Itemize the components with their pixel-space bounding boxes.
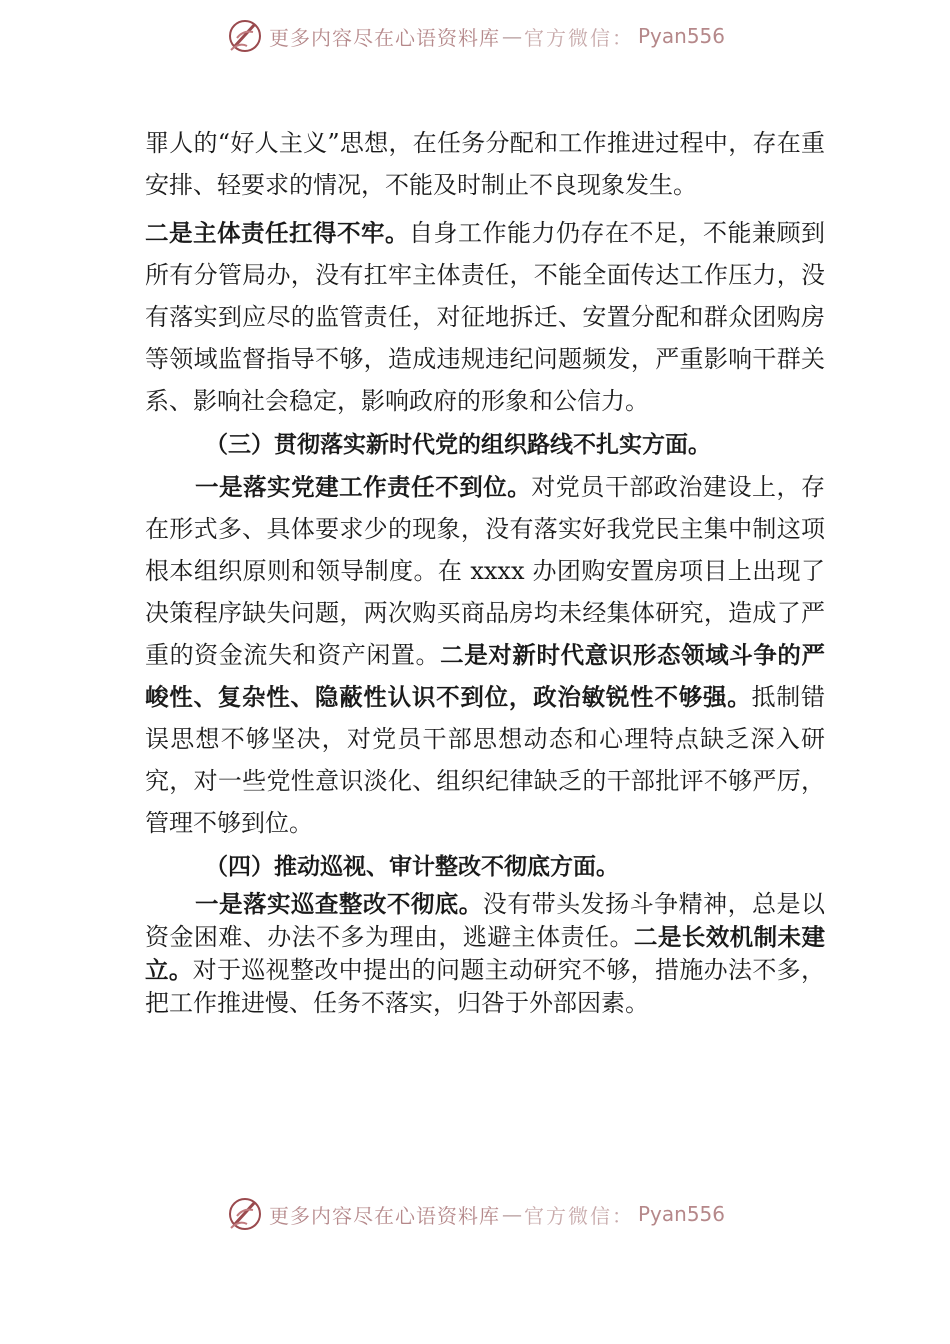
heading-section-4: （四）推动巡视、审计整改不彻底方面。 [205, 854, 619, 880]
watermark-separator: — [501, 24, 522, 48]
paragraph-4 [145, 888, 825, 1020]
pen-logo-icon [225, 1194, 265, 1234]
paragraph-3-lead: 一是落实党建工作责任不到位。 [195, 473, 532, 501]
watermark-official: 官方微信： [523, 25, 634, 50]
paragraph-4-text: 没有带头发扬斗争精神，总是以资金困难、办法不多为理由，逃避主体责任。 [145, 890, 826, 951]
paragraph-3 [145, 466, 825, 844]
paragraph-3-lead-2: 二是对新时代意识形态领域斗争的严峻性、复杂性、隐蔽性认识不到位，政治敏锐性不够强。 [145, 641, 826, 711]
watermark-account: Pyan556 [637, 24, 725, 48]
heading-section-3: （三）贯彻落实新时代党的组织路线不扎实方面。 [205, 432, 711, 458]
paragraph-3-text: 对党员干部政治建设上，存在形式多、具体要求少的现象，没有落实好我党民主集中制这项根本组织原则和领导制度。在 xxxx 办团购安置房项目上出现了决策程序缺失问题，两次购买商品房均未经集体研究，造成了严重的资金流失和资产闲置。 [145, 473, 826, 669]
document-body [145, 122, 825, 1020]
paragraph-4-lead: 一是落实巡查整改不彻底。 [195, 890, 483, 918]
paragraph-1 [145, 122, 825, 206]
paragraph-3-text-2: 抵制错误思想不够坚决，对党员干部思想动态和心理特点缺乏深入研究，对一些党性意识淡化、组织纪律缺乏的干部批评不够严厉，管理不够到位。 [145, 683, 826, 837]
watermark-text: 更多内容尽在心语资料库 [268, 25, 500, 50]
watermark-header [0, 14, 950, 58]
watermark-official: 官方微信： [523, 1203, 634, 1228]
paragraph-2-text: 自身工作能力仍存在不足，不能兼顾到所有分管局办，没有扛牢主体责任，不能全面传达工作压力，没有落实到应尽的监管责任，对征地拆迁、安置分配和群众团购房等领域监督指导不够，造成违规违纪问题频发，严重影响干群关系、影响社会稳定，影响政府的形象和公信力。 [145, 219, 825, 415]
paragraph-2 [145, 212, 825, 422]
paragraph-4-lead-2: 二是长效机制未建立。 [145, 923, 826, 984]
watermark-separator: — [501, 1202, 522, 1226]
pen-logo-icon [225, 16, 265, 56]
watermark-account: Pyan556 [637, 1202, 725, 1226]
paragraph-2-lead: 二是主体责任扛得不牢。 [145, 219, 409, 247]
paragraph-1-text: 罪人的“好人主义”思想，在任务分配和工作推进过程中，存在重安排、轻要求的情况，不能及时制止不良现象发生。 [145, 129, 825, 199]
watermark-text: 更多内容尽在心语资料库 [268, 1203, 500, 1228]
watermark-footer [0, 1192, 950, 1236]
paragraph-4-text-2: 对于巡视整改中提出的问题主动研究不够，措施办法不多，把工作推进慢、任务不落实，归咎于外部因素。 [145, 956, 826, 1017]
